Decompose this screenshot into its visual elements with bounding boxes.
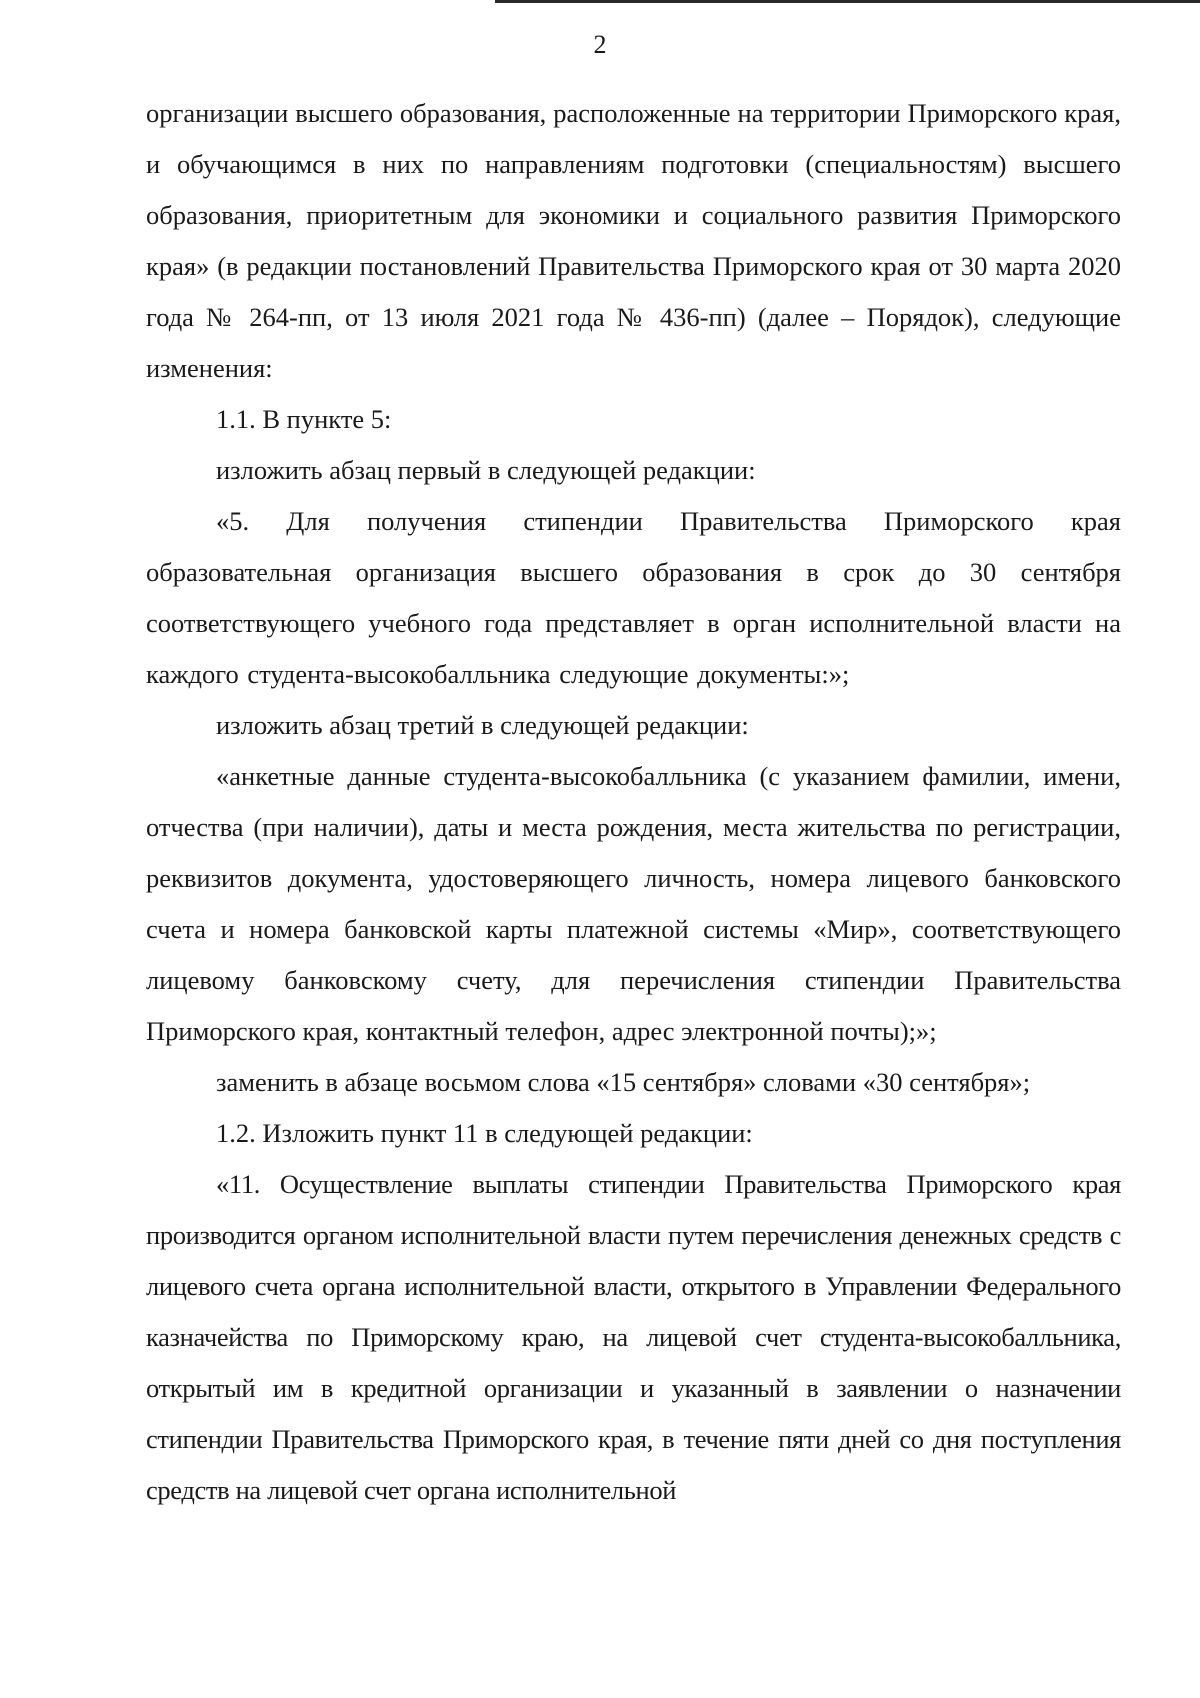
paragraph-instruction: заменить в абзаце восьмом слова «15 сентября» словами «30 сентября»; [216,1067,1031,1097]
scan-edge-line [495,0,1200,3]
document-body [146,88,1121,1516]
paragraph-quote-item-11: «11. Осуществление выплаты стипендии Правительства Приморского края производится органом исполнительной власти путем перечисления денежных средств с лицевого счета органа исполнительной власти, открытого в Управлении Федерального казначейства по Приморскому краю, на лицевой счет студента-высокобалльника, открытый им в кредитной организации и указанный в заявлении о назначении стипендии Правительства Приморского края, в течение пяти дней со дня поступления средств на лицевой счет органа исполнительной [146,1169,1121,1505]
page-number: 2 [593,30,607,59]
paragraph-instruction: изложить абзац третий в следующей редакции: [216,710,749,740]
paragraph-quote-profile-data: «анкетные данные студента-высокобалльника (с указанием фамилии, имени, отчества (при наличии), даты и места рождения, места жительства по регистрации, реквизитов документа, удостоверяющего личность, номера лицевого банковского счета и номера банковской карты платежной системы «Мир», соответствующего лицевому банковскому счету, для перечисления стипендии Правительства Приморского края, контактный телефон, адрес электронной почты);»; [146,761,1121,1046]
paragraph-item-1-1: 1.1. В пункте 5: [216,404,392,434]
paragraph-quote-item-5: «5. Для получения стипендии Правительства Приморского края образовательная организация высшего образования в срок до 30 сентября соответствующего учебного года представляет в орган исполнительной власти на каждого студента-высокобалльника следующие документы:»; [146,506,1121,689]
paragraph-instruction: изложить абзац первый в следующей редакции: [216,455,756,485]
paragraph-item-1-2: 1.2. Изложить пункт 11 в следующей редакции: [216,1118,753,1148]
paragraph-continuation: организации высшего образования, расположенные на территории Приморского края, и обучающимся в них по направлениям подготовки (специальностям) высшего образования, приоритетным для экономики и социального развития Приморского края» (в редакции постановлений Правительства Приморского края от 30 марта 2020 года № 264-пп, от 13 июля 2021 года № 436-пп) (далее – Порядок), следующие изменения: [146,98,1121,383]
